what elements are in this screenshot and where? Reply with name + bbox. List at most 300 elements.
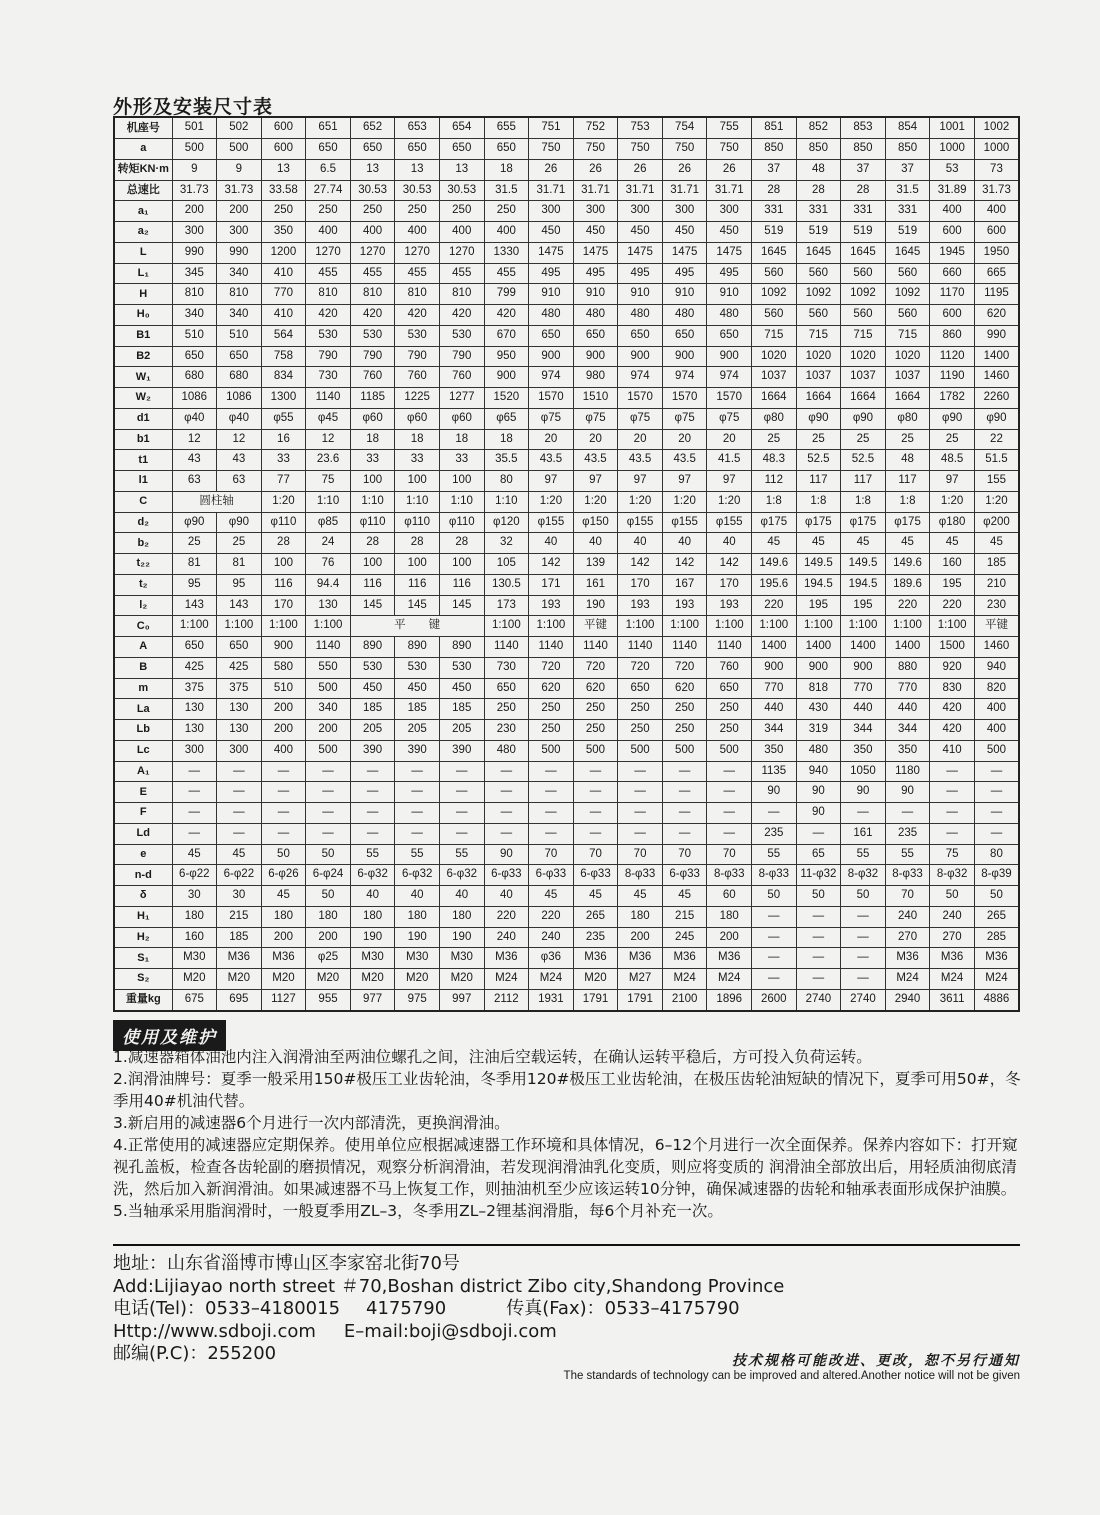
table-cell: 100 <box>395 471 440 492</box>
table-cell: 200 <box>707 927 752 948</box>
table-cell: 31.71 <box>618 180 663 201</box>
table-row <box>114 927 1019 948</box>
table-cell: 1020 <box>796 346 841 367</box>
table-cell: 6-φ22 <box>217 865 262 886</box>
table-cell: — <box>618 823 663 844</box>
table-cell: 31.89 <box>930 180 975 201</box>
table-cell: 250 <box>662 699 707 720</box>
table-row <box>114 180 1019 201</box>
table-cell: 974 <box>707 367 752 388</box>
table-cell: 1140 <box>662 637 707 658</box>
table-cell: 53 <box>930 159 975 180</box>
table-cell: M24 <box>930 969 975 990</box>
table-cell: 834 <box>261 367 306 388</box>
table-cell: 300 <box>172 222 217 243</box>
table-cell: φ60 <box>395 408 440 429</box>
table-cell: 45 <box>529 886 574 907</box>
row-header: La <box>114 699 172 720</box>
table-cell: 8-φ32 <box>930 865 975 886</box>
table-cell: 345 <box>172 263 217 284</box>
table-cell: 31.5 <box>484 180 529 201</box>
table-cell: 580 <box>261 657 306 678</box>
table-cell: 331 <box>752 201 797 222</box>
table-cell: M24 <box>974 969 1019 990</box>
table-cell: 22 <box>974 429 1019 450</box>
table-cell: 9 <box>172 159 217 180</box>
table-cell: 1664 <box>752 388 797 409</box>
table-cell: 2740 <box>841 989 886 1011</box>
table-cell: 650 <box>618 678 663 699</box>
table-cell: 250 <box>529 699 574 720</box>
table-cell: 850 <box>796 139 841 160</box>
table-cell: 圆柱轴 <box>172 491 261 512</box>
table-cell: 331 <box>885 201 930 222</box>
table-cell: 171 <box>529 574 574 595</box>
table-cell: 440 <box>841 699 886 720</box>
table-cell: 810 <box>172 284 217 305</box>
table-cell: 190 <box>350 927 395 948</box>
table-cell: 250 <box>573 720 618 741</box>
row-header: d₂ <box>114 512 172 533</box>
table-cell: 43 <box>172 450 217 471</box>
table-cell: — <box>662 782 707 803</box>
table-cell: 195.6 <box>752 574 797 595</box>
table-cell: 90 <box>841 782 886 803</box>
table-cell: 28 <box>261 533 306 554</box>
table-cell: 185 <box>439 699 484 720</box>
table-cell: 990 <box>172 242 217 263</box>
table-cell: 910 <box>707 284 752 305</box>
table-cell: — <box>529 761 574 782</box>
table-cell: 300 <box>217 222 262 243</box>
table-cell: 1:100 <box>841 616 886 637</box>
table-cell: 375 <box>217 678 262 699</box>
table-cell: 240 <box>484 927 529 948</box>
table-cell: φ90 <box>172 512 217 533</box>
table-cell: — <box>306 823 351 844</box>
table-row <box>114 450 1019 471</box>
table-cell: 1:20 <box>261 491 306 512</box>
table-cell: 190 <box>573 595 618 616</box>
table-cell: 1570 <box>529 388 574 409</box>
table-cell: 9 <box>217 159 262 180</box>
table-cell: 80 <box>484 471 529 492</box>
table-cell: φ75 <box>707 408 752 429</box>
table-cell: 1140 <box>529 637 574 658</box>
row-header: δ <box>114 886 172 907</box>
table-cell: 4886 <box>974 989 1019 1011</box>
table-cell: — <box>618 761 663 782</box>
table-cell: — <box>930 803 975 824</box>
table-cell: 530 <box>395 657 440 678</box>
table-cell: 1475 <box>573 242 618 263</box>
row-header: H₁ <box>114 906 172 927</box>
table-cell: 1:8 <box>885 491 930 512</box>
table-cell: φ175 <box>796 512 841 533</box>
table-cell: 1:100 <box>662 616 707 637</box>
table-cell: 45 <box>974 533 1019 554</box>
table-cell: 6-φ32 <box>439 865 484 886</box>
table-cell: M36 <box>573 948 618 969</box>
table-cell: 1664 <box>841 388 886 409</box>
table-cell: φ90 <box>796 408 841 429</box>
table-cell: 900 <box>796 657 841 678</box>
table-cell: 32 <box>484 533 529 554</box>
table-cell: φ80 <box>752 408 797 429</box>
table-cell: 1001 <box>930 117 975 139</box>
table-cell: 760 <box>439 367 484 388</box>
table-cell: 18 <box>484 159 529 180</box>
website-link[interactable]: Http://www.sdboji.com <box>113 1320 316 1342</box>
table-cell: 850 <box>752 139 797 160</box>
table-cell: 1896 <box>707 989 752 1011</box>
table-row <box>114 782 1019 803</box>
table-cell: 760 <box>395 367 440 388</box>
table-cell: 1140 <box>618 637 663 658</box>
table-cell: 12 <box>217 429 262 450</box>
table-cell: 755 <box>707 117 752 139</box>
row-header: a₁ <box>114 201 172 222</box>
table-cell: M24 <box>885 969 930 990</box>
table-cell: 40 <box>618 533 663 554</box>
table-row <box>114 471 1019 492</box>
table-row <box>114 284 1019 305</box>
row-header: E <box>114 782 172 803</box>
row-header: B2 <box>114 346 172 367</box>
table-cell: 185 <box>217 927 262 948</box>
table-cell: 8-φ39 <box>974 865 1019 886</box>
table-cell: 145 <box>395 595 440 616</box>
table-cell: 28 <box>395 533 440 554</box>
table-cell: 455 <box>306 263 351 284</box>
table-cell: 145 <box>439 595 484 616</box>
email-link[interactable]: E–mail:boji@sdboji.com <box>343 1320 557 1342</box>
table-cell: 400 <box>350 222 395 243</box>
table-cell: 1:10 <box>306 491 351 512</box>
table-cell: 250 <box>618 720 663 741</box>
table-cell: 1520 <box>484 388 529 409</box>
table-cell: 753 <box>618 117 663 139</box>
row-header: l₂ <box>114 595 172 616</box>
table-row <box>114 222 1019 243</box>
table-cell: 1185 <box>350 388 395 409</box>
row-header: 重量kg <box>114 989 172 1011</box>
table-cell: 40 <box>529 533 574 554</box>
table-cell: 50 <box>306 844 351 865</box>
table-cell: — <box>172 803 217 824</box>
table-cell: 35.5 <box>484 450 529 471</box>
table-cell: 250 <box>662 720 707 741</box>
table-cell: 3611 <box>930 989 975 1011</box>
table-cell: 185 <box>350 699 395 720</box>
table-cell: 810 <box>350 284 395 305</box>
table-cell: φ155 <box>707 512 752 533</box>
table-cell: 1092 <box>885 284 930 305</box>
table-cell: φ155 <box>662 512 707 533</box>
table-cell: 143 <box>217 595 262 616</box>
table-cell: 40 <box>439 886 484 907</box>
table-cell: — <box>662 761 707 782</box>
table-cell: 910 <box>529 284 574 305</box>
table-cell: 501 <box>172 117 217 139</box>
table-cell: 63 <box>172 471 217 492</box>
table-cell: 20 <box>529 429 574 450</box>
table-cell: φ90 <box>930 408 975 429</box>
table-cell: 250 <box>707 699 752 720</box>
table-cell: 1:10 <box>439 491 484 512</box>
table-cell: 2940 <box>885 989 930 1011</box>
table-cell: 480 <box>796 740 841 761</box>
table-cell: 1140 <box>573 637 618 658</box>
table-row <box>114 491 1019 512</box>
table-cell: 420 <box>350 305 395 326</box>
table-cell: — <box>752 906 797 927</box>
table-cell: 116 <box>439 574 484 595</box>
table-cell: 50 <box>930 886 975 907</box>
table-cell: 142 <box>618 554 663 575</box>
table-cell: 70 <box>662 844 707 865</box>
table-cell: φ90 <box>974 408 1019 429</box>
table-cell: 650 <box>662 325 707 346</box>
table-cell: 300 <box>529 201 574 222</box>
table-cell: — <box>217 823 262 844</box>
table-cell: 6-φ33 <box>484 865 529 886</box>
table-cell: 519 <box>752 222 797 243</box>
table-cell: 37 <box>752 159 797 180</box>
table-cell: 1500 <box>930 637 975 658</box>
table-cell: 265 <box>974 906 1019 927</box>
table-cell: 28 <box>752 180 797 201</box>
table-cell: 600 <box>261 117 306 139</box>
table-cell: 820 <box>974 678 1019 699</box>
table-cell: 1664 <box>796 388 841 409</box>
table-cell: 1270 <box>306 242 351 263</box>
table-cell: 220 <box>529 906 574 927</box>
table-cell: 28 <box>796 180 841 201</box>
table-cell: 1570 <box>618 388 663 409</box>
table-cell: 620 <box>573 678 618 699</box>
table-cell: 27.74 <box>306 180 351 201</box>
dimension-table <box>113 116 1020 1012</box>
table-cell: 910 <box>662 284 707 305</box>
table-cell: 910 <box>618 284 663 305</box>
table-cell: 97 <box>707 471 752 492</box>
table-cell: 97 <box>573 471 618 492</box>
table-cell: 950 <box>484 346 529 367</box>
table-cell: M36 <box>930 948 975 969</box>
table-cell: 1020 <box>885 346 930 367</box>
table-cell: 750 <box>529 139 574 160</box>
table-cell: 195 <box>930 574 975 595</box>
table-cell: 90 <box>796 803 841 824</box>
table-cell: — <box>261 782 306 803</box>
table-cell: 390 <box>439 740 484 761</box>
table-cell: 1277 <box>439 388 484 409</box>
table-cell: 510 <box>172 325 217 346</box>
table-cell: 1:100 <box>529 616 574 637</box>
row-header: l1 <box>114 471 172 492</box>
table-cell: 2100 <box>662 989 707 1011</box>
row-header: 转矩KN·m <box>114 159 172 180</box>
table-cell: 400 <box>974 699 1019 720</box>
table-cell: 665 <box>974 263 1019 284</box>
table-cell: 450 <box>707 222 752 243</box>
table-cell: 530 <box>350 657 395 678</box>
table-cell: 20 <box>662 429 707 450</box>
table-cell: 18 <box>439 429 484 450</box>
table-cell: 250 <box>484 201 529 222</box>
table-cell: 51.5 <box>974 450 1019 471</box>
table-cell: φ40 <box>217 408 262 429</box>
table-cell: 670 <box>484 325 529 346</box>
table-cell: 95 <box>217 574 262 595</box>
table-cell: 390 <box>395 740 440 761</box>
table-cell: 890 <box>350 637 395 658</box>
table-cell: 519 <box>885 222 930 243</box>
table-cell: — <box>395 782 440 803</box>
table-cell: 495 <box>529 263 574 284</box>
table-cell: 900 <box>573 346 618 367</box>
table-cell: 6-φ32 <box>395 865 440 886</box>
table-cell: 560 <box>796 263 841 284</box>
table-cell: 1050 <box>841 761 886 782</box>
table-row <box>114 989 1019 1011</box>
table-cell: 1:8 <box>752 491 797 512</box>
table-cell: 920 <box>930 657 975 678</box>
table-cell: 1400 <box>885 637 930 658</box>
instruction-item: 3.新启用的减速器6个月进行一次内部清洗，更换润滑油。 <box>113 1114 510 1132</box>
table-cell: M30 <box>350 948 395 969</box>
table-row <box>114 408 1019 429</box>
table-cell: 2260 <box>974 388 1019 409</box>
table-cell: — <box>573 823 618 844</box>
instruction-item: 5.当轴承采用脂润滑时，一般夏季用ZL–3，冬季用ZL–2锂基润滑脂，每6个月补充一次。 <box>113 1202 723 1220</box>
table-cell: φ200 <box>974 512 1019 533</box>
table-cell: 715 <box>752 325 797 346</box>
table-cell: 890 <box>439 637 484 658</box>
table-cell: 81 <box>172 554 217 575</box>
table-cell: 675 <box>172 989 217 1011</box>
table-row <box>114 761 1019 782</box>
table-cell: 1400 <box>752 637 797 658</box>
table-cell: M36 <box>261 948 306 969</box>
table-cell: 650 <box>217 637 262 658</box>
table-cell: 6-φ32 <box>350 865 395 886</box>
table-cell: 1:100 <box>707 616 752 637</box>
table-cell: 390 <box>350 740 395 761</box>
table-cell: 400 <box>930 201 975 222</box>
table-cell: 340 <box>172 305 217 326</box>
table-cell: 519 <box>796 222 841 243</box>
table-cell: 37 <box>841 159 886 180</box>
postcode: 邮编(P.C)：255200 <box>113 1343 277 1364</box>
table-cell: — <box>662 803 707 824</box>
table-cell: 1945 <box>930 242 975 263</box>
table-cell: 1:100 <box>930 616 975 637</box>
table-cell: 40 <box>484 886 529 907</box>
table-cell: 450 <box>618 222 663 243</box>
table-cell: M36 <box>618 948 663 969</box>
table-cell: 790 <box>395 346 440 367</box>
table-cell: 1037 <box>796 367 841 388</box>
table-cell: 31.71 <box>573 180 618 201</box>
table-cell: 1400 <box>796 637 841 658</box>
table-cell: 331 <box>841 201 886 222</box>
row-header: m <box>114 678 172 699</box>
table-cell: 400 <box>261 740 306 761</box>
table-cell: 730 <box>306 367 351 388</box>
table-cell: 170 <box>261 595 306 616</box>
table-cell: 1180 <box>885 761 930 782</box>
table-cell: — <box>573 803 618 824</box>
table-cell: — <box>841 948 886 969</box>
table-cell: 1645 <box>752 242 797 263</box>
table-cell: 1510 <box>573 388 618 409</box>
table-cell: 770 <box>752 678 797 699</box>
table-cell: 250 <box>261 201 306 222</box>
table-cell: 130 <box>217 720 262 741</box>
table-row <box>114 346 1019 367</box>
table-cell: 55 <box>395 844 440 865</box>
table-cell: 250 <box>618 699 663 720</box>
table-cell: 1037 <box>841 367 886 388</box>
table-cell: 560 <box>841 263 886 284</box>
table-cell: 300 <box>707 201 752 222</box>
table-cell: 1037 <box>885 367 930 388</box>
table-cell: 77 <box>261 471 306 492</box>
table-cell: 450 <box>662 222 707 243</box>
table-cell: φ155 <box>618 512 663 533</box>
table-cell: 1645 <box>796 242 841 263</box>
table-cell: φ110 <box>395 512 440 533</box>
row-header: b₂ <box>114 533 172 554</box>
table-cell: 240 <box>930 906 975 927</box>
table-row <box>114 595 1019 616</box>
table-cell: 750 <box>573 139 618 160</box>
table-cell: 530 <box>350 325 395 346</box>
row-header: A <box>114 637 172 658</box>
instruction-item: 4.正常使用的减速器应定期保养。使用单位应根据减速器工作环境和具体情况，6–12个月进行一次全面保养。保养内容如下：打开窥视孔盖板，检查各齿轮副的磨损情况，观察分析润滑油，若发现润滑油乳化变质，则应将变质的 润滑油全部放出后，用轻质油彻底清洗，然后加入新润滑油。如果减速器不马上恢复工作，则抽油机至少应该运转10分钟，确保减速器的齿轮和轴承表面形成保护油膜。 <box>113 1136 1018 1198</box>
table-cell: 195 <box>841 595 886 616</box>
table-cell: 340 <box>217 305 262 326</box>
table-cell: 185 <box>395 699 440 720</box>
table-cell: 60 <box>707 886 752 907</box>
table-cell: 94.4 <box>306 574 351 595</box>
table-cell: 48.3 <box>752 450 797 471</box>
table-cell: 240 <box>529 927 574 948</box>
table-cell: 1791 <box>618 989 663 1011</box>
table-row <box>114 844 1019 865</box>
table-cell: 560 <box>752 305 797 326</box>
table-cell: 600 <box>930 222 975 243</box>
table-cell: 1002 <box>974 117 1019 139</box>
table-cell: — <box>930 761 975 782</box>
table-cell: — <box>172 823 217 844</box>
table-cell: 810 <box>395 284 440 305</box>
table-cell: 180 <box>439 906 484 927</box>
table-cell: 420 <box>930 720 975 741</box>
table-cell: 480 <box>529 305 574 326</box>
table-cell: 900 <box>484 367 529 388</box>
table-cell: — <box>395 761 440 782</box>
table-cell: 1:10 <box>484 491 529 512</box>
table-cell: 1140 <box>484 637 529 658</box>
table-cell: 194.5 <box>796 574 841 595</box>
row-header: W₂ <box>114 388 172 409</box>
table-cell: 650 <box>172 637 217 658</box>
table-cell: 1782 <box>930 388 975 409</box>
table-cell: — <box>484 782 529 803</box>
